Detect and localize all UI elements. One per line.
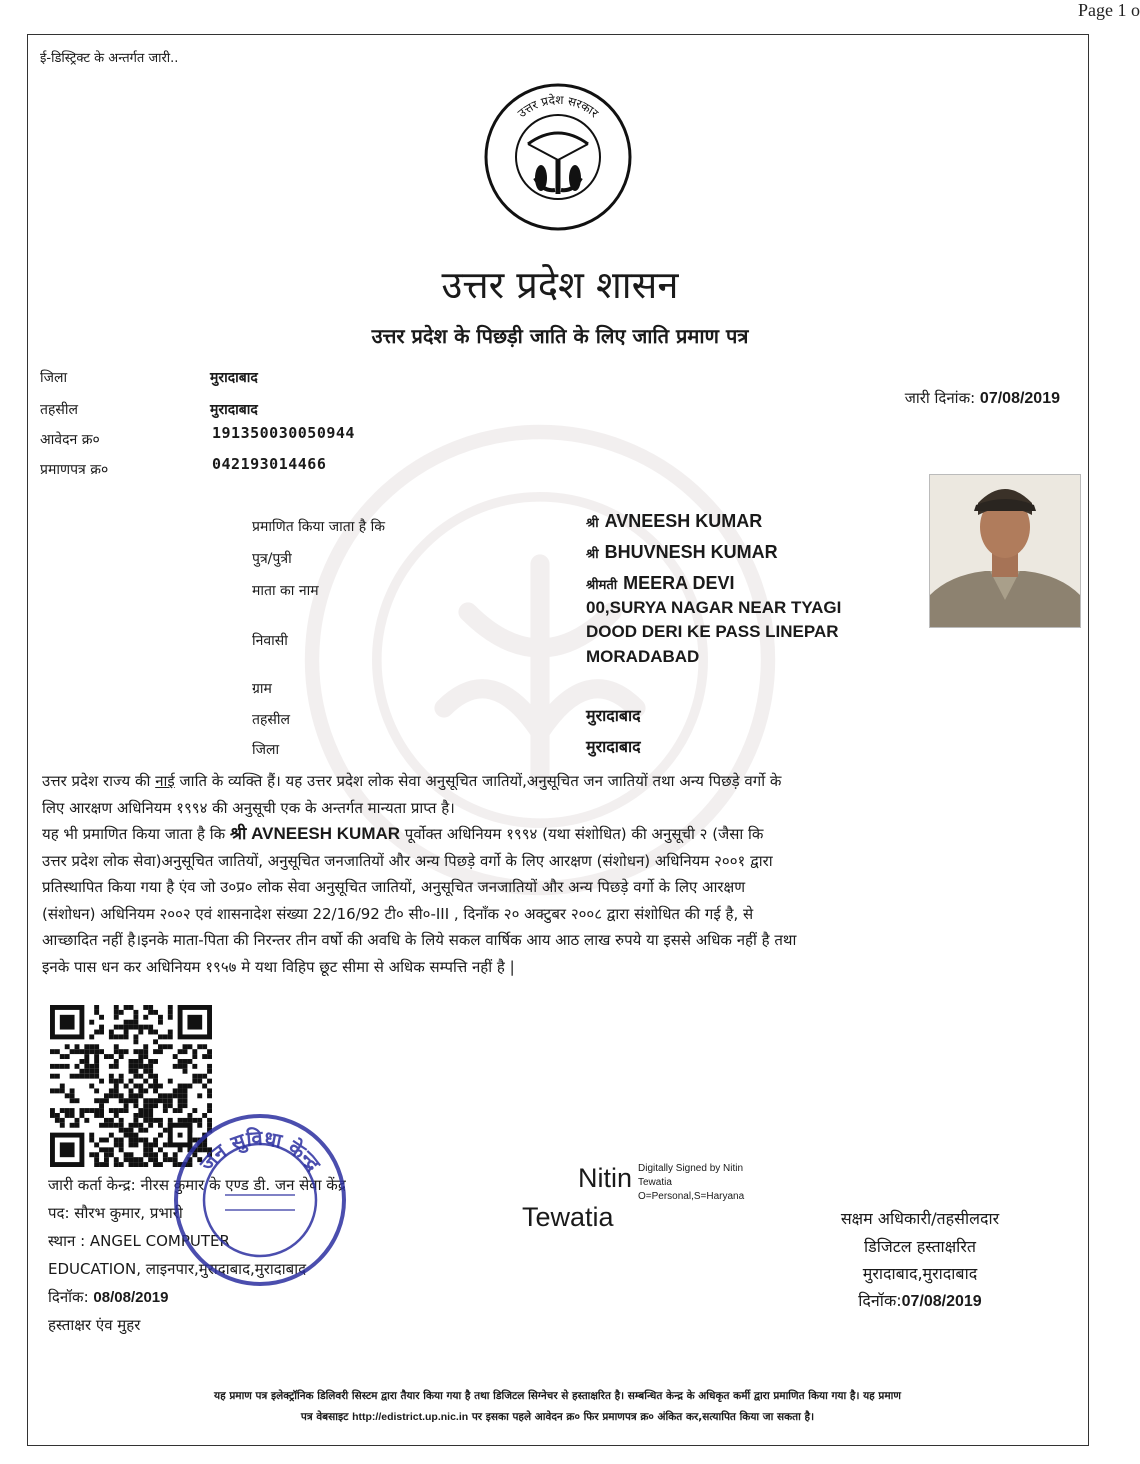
issue-date xyxy=(905,388,1060,408)
body-applicant-name: श्री AVNEESH KUMAR xyxy=(229,824,401,843)
application-number-label: आवेदन क्र० xyxy=(40,432,100,448)
mother-name: MEERA DEVI xyxy=(623,573,735,593)
child-of-label: पुत्र/पुत्री xyxy=(252,551,292,567)
svg-text:उत्तर प्रदेश सरकार: उत्तर प्रदेश सरकार xyxy=(514,92,602,121)
mother-prefix: श्रीमती xyxy=(586,578,618,593)
issue-date-label: जारी दिनांक: xyxy=(904,389,976,407)
district-value: मुरादाबाद xyxy=(210,370,258,386)
applicant-name-row xyxy=(586,511,762,532)
mother-label: माता का नाम xyxy=(252,583,319,599)
officer-date: दिनॉक:07/08/2019 xyxy=(858,1291,982,1310)
center-seal-stamp xyxy=(170,1110,350,1290)
certificate-number-label: प्रमाणपत्र क्र० xyxy=(40,462,109,478)
body-line-2: लिए आरक्षण अधिनियम १९९४ की अनुसूची एक के अन्तर्गत मान्यता प्राप्त है। xyxy=(42,798,455,817)
officer-place: मुरादाबाद,मुरादाबाद xyxy=(862,1264,978,1283)
applicant-name: AVNEESH KUMAR xyxy=(604,511,763,531)
digital-signature-note-1: Digitally Signed by Nitin xyxy=(638,1163,744,1174)
footer-note-line-2: पत्र वेबसाइट http://edistrict.up.nic.in पर इसका पहले आवेदन क्र० फिर प्रमाणपत्र क्र० अंकित कर,सत्यापित किया जा सकता है। xyxy=(300,1411,815,1423)
father-name-row xyxy=(586,542,778,563)
footer-note-line-1: यह प्रमाण पत्र इलेक्ट्रॉनिक डिलिवरी सिस्टम द्वारा तैयार किया गया है तथा डिजिटल सिग्नेचर से हस्ताक्षरित है। सम्बन्धित केन्द्र के अधिकृत कर्मी द्वारा प्रमाणित किया गया है। यह प्रमाण xyxy=(214,1390,901,1402)
issuer-date: दिनॉक: 08/08/2019 xyxy=(48,1288,169,1306)
digital-signature-note-2: Tewatia xyxy=(638,1177,672,1188)
body-line-3: यह भी प्रमाणित किया जाता है कि श्री AVNEESH KUMAR पूर्वोक्त अधिनियम १९९४ (यथा संशोधित) की अनुसूची २ (जैसा कि xyxy=(42,824,764,843)
body-line-7: आच्छादित नहीं है।इनके माता-पिता की निरन्तर तीन वर्षो की अवधि के लिये सकल वार्षिक आय आठ लाख रुपये या इससे अधिक नहीं है तथा xyxy=(42,931,797,949)
applicant-district-value: मुरादाबाद xyxy=(586,737,641,756)
applicant-tehsil-label: तहसील xyxy=(252,712,290,728)
issuer-place-line-1: स्थान : ANGEL COMPUTER xyxy=(48,1232,230,1250)
applicant-district-label: जिला xyxy=(252,742,280,758)
father-name: BHUVNESH KUMAR xyxy=(604,542,778,562)
certificate-body xyxy=(42,768,1092,980)
issuer-post: पद: सौरभ कुमार, प्रभारी xyxy=(48,1204,183,1222)
address-line-1: 00,SURYA NAGAR NEAR TYAGI xyxy=(586,598,842,617)
resident-label: निवासी xyxy=(252,633,288,649)
document-subtitle: उत्तर प्रदेश के पिछड़ी जाति के लिए जाति प्रमाण पत्र xyxy=(371,324,749,348)
applicant-tehsil-value: मुरादाबाद xyxy=(586,706,641,725)
body-line-5: प्रतिस्थापित किया गया है एंव जो उ०प्र० लोक सेवा अनुसूचित जातियों, अनुसूचित जनजातियों और अन्य पिछड़े वर्गो के लिए आरक्षण xyxy=(42,878,746,896)
caste-name: नाई xyxy=(155,772,175,790)
up-government-emblem xyxy=(483,82,633,232)
body-line-1: उत्तर प्रदेश राज्य की नाई जाति के व्यक्ति हैं। यह उत्तर प्रदेश लोक सेवा अनुसूचित जातियों,अनुसूचित जन जातियों तथा अन्य पिछड़े वर्गो के xyxy=(42,772,782,790)
digital-signature-name-2: Tewatia xyxy=(522,1202,614,1232)
applicant-photo xyxy=(929,474,1081,628)
tehsil-value: मुरादाबाद xyxy=(210,402,258,418)
officer-date-value: 07/08/2019 xyxy=(901,1293,982,1310)
certified-label: प्रमाणित किया जाता है कि xyxy=(252,519,386,535)
page-number: Page 1 o xyxy=(1078,0,1140,20)
document-title: उत्तर प्रदेश शासन xyxy=(441,263,679,307)
svg-text:जन सुविधा केन्द्र: जन सुविधा केन्द्र xyxy=(194,1125,326,1176)
issue-date-value: 07/08/2019 xyxy=(979,390,1060,407)
verification-url[interactable]: http://edistrict.up.nic.in xyxy=(352,1411,469,1423)
issuing-center: जारी कर्ता केन्द्र: नीरस कुमार के एण्ड डी. जन सेवा केंद्र xyxy=(48,1176,346,1194)
issuer-date-value: 08/08/2019 xyxy=(93,1289,169,1306)
issuer-place-line-2: EDUCATION, लाइनपार,मुरादाबाद,मुरादाबाद xyxy=(48,1260,307,1278)
village-label: ग्राम xyxy=(252,681,272,697)
body-line-4: उत्तर प्रदेश लोक सेवा)अनुसूचित जातियों, अनुसूचित जनजातियों और अन्य पिछड़े वर्गो के लिए आरक्षण (संशोधन) अधिनियम २००१ द्वारा xyxy=(42,851,773,870)
father-prefix: श्री xyxy=(586,547,599,562)
address-line-2: DOOD DERI KE PASS LINEPAR xyxy=(586,622,839,641)
name-prefix: श्री xyxy=(586,516,599,531)
address-line-3: MORADABAD xyxy=(586,647,700,666)
header-note: ई-डिस्ट्रिक्ट के अन्तर्गत जारी.. xyxy=(40,51,179,66)
digital-signature-name-1: Nitin xyxy=(578,1163,633,1193)
officer-digital-signed: डिजिटल हस्ताक्षरित xyxy=(864,1237,976,1256)
body-line-6: (संशोधन) अधिनियम २००२ एवं शासनादेश संख्या 22/16/92 टी० सी०-III , दिनाँक २० अक्टुबर २००८ द्वारा संशोधित की गई है, से xyxy=(42,904,754,923)
tehsil-label: तहसील xyxy=(40,402,78,418)
district-label: जिला xyxy=(40,370,68,386)
officer-title: सक्षम अधिकारी/तहसीलदार xyxy=(840,1209,1000,1228)
application-number: 191350030050944 xyxy=(212,424,355,442)
mother-name-row xyxy=(586,573,734,594)
certificate-number: 042193014466 xyxy=(212,455,327,473)
body-line-8: इनके पास धन कर अधिनियम १९५७ मे यथा विहिप छूट सीमा से अधिक सम्पत्ति नहीं है | xyxy=(42,957,515,976)
digital-signature-note-3: O=Personal,S=Haryana xyxy=(638,1191,745,1202)
signature-and-seal-label: हस्ताक्षर एंव मुहर xyxy=(48,1316,141,1334)
